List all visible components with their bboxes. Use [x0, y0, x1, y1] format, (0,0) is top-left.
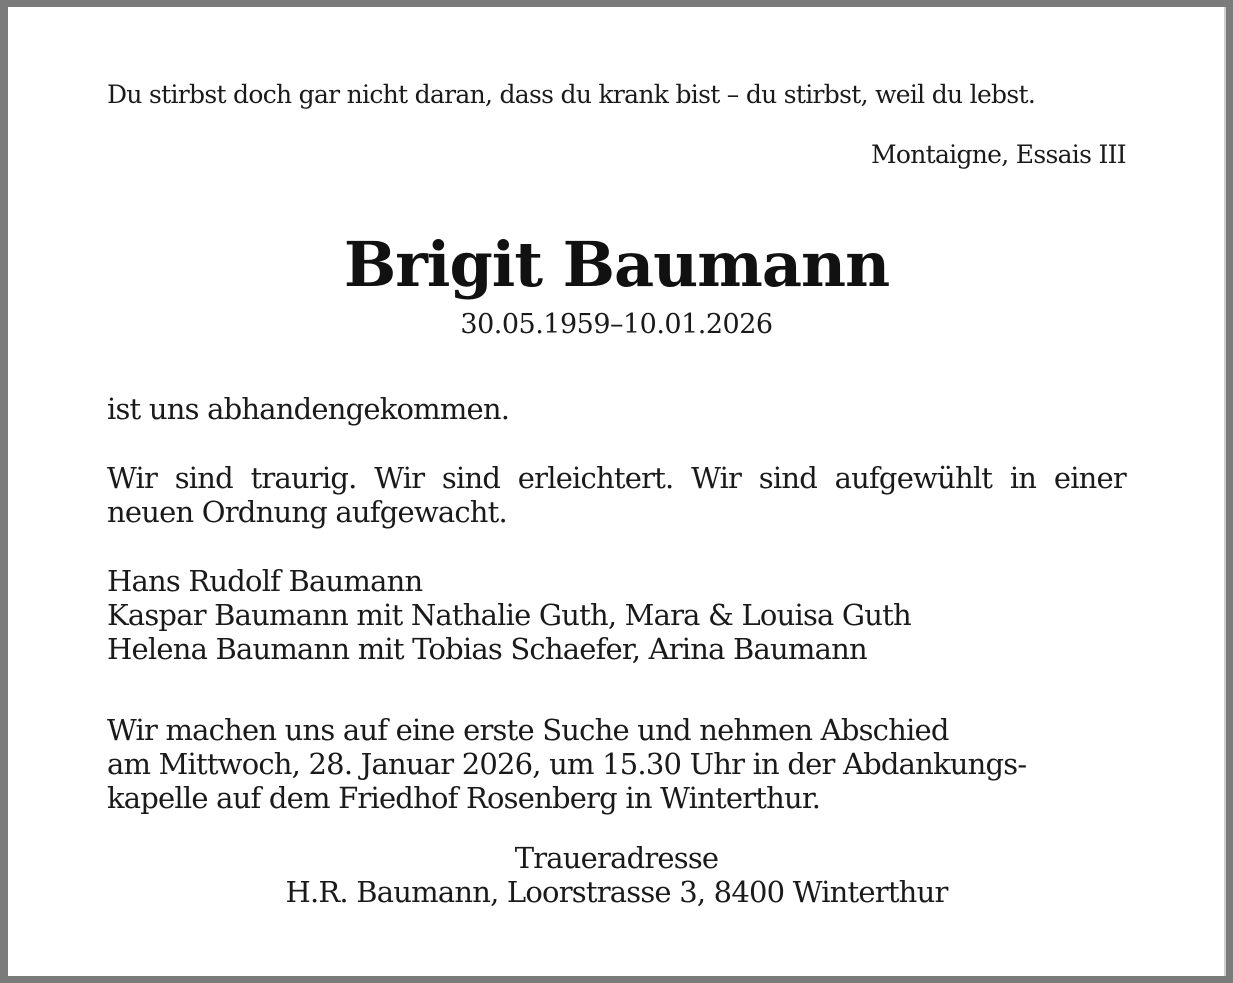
family-member: Kaspar Baumann mit Nathalie Guth, Mara & Louisa Guth — [107, 598, 911, 632]
family-member: Hans Rudolf Baumann — [107, 564, 423, 598]
mourning-address — [107, 841, 1126, 909]
service-line: am Mittwoch, 28. Januar 2026, um 15.30 Uhr in der Abdankungs- — [107, 747, 1027, 781]
life-dates: 30.05.1959–10.01.2026 — [460, 309, 773, 340]
frame-inner-edge — [1224, 7, 1226, 976]
mourning-address-line: H.R. Baumann, Loorstrasse 3, 8400 Winterthur — [285, 875, 948, 909]
motto-quote: Du stirbst doch gar nicht daran, dass du krank bist – du stirbst, weil du lebst. — [107, 80, 1036, 109]
message-paragraph: Wir sind traurig. Wir sind erleichtert. Wir sind aufgewühlt in einer neuen Ordnung aufgewacht. — [107, 461, 1126, 529]
service-line: Wir machen uns auf eine erste Suche und nehmen Abschied — [107, 713, 949, 747]
deceased-name: Brigit Baumann — [343, 228, 890, 301]
motto-source: Montaigne, Essais III — [870, 140, 1126, 169]
mourning-address-label: Traueradresse — [514, 841, 719, 875]
family-list — [107, 564, 911, 666]
service-line: kapelle auf dem Friedhof Rosenberg in Winterthur. — [107, 781, 821, 815]
message-line: ist uns abhandengekommen. — [107, 392, 510, 426]
family-member: Helena Baumann mit Tobias Schaefer, Arina Baumann — [107, 632, 867, 666]
service-announcement — [107, 713, 1026, 815]
